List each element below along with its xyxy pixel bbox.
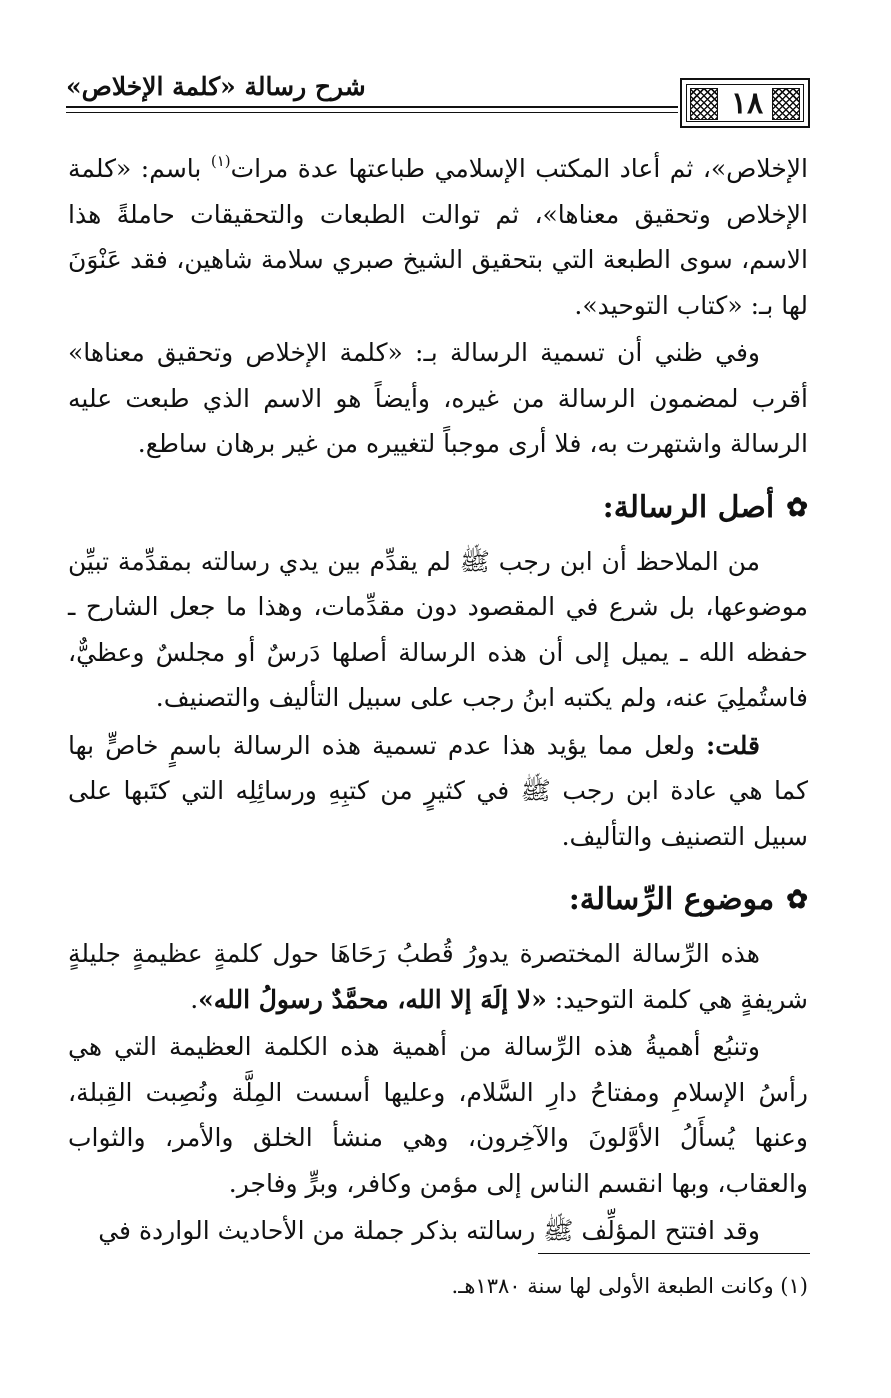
running-title: شرح رسالة «كلمة الإخلاص» <box>66 72 366 101</box>
paragraph-5-text: هذه الرِّسالة المختصرة يدورُ قُطبُ رَحَاهَا حول كلمةٍ عظيمةٍ جليلةٍ شريفةٍ هي كلمة التوحيد: <box>68 939 808 1014</box>
main-text <box>68 146 808 1254</box>
paragraph-2: وفي ظني أن تسمية الرسالة بـ: «كلمة الإخلاص وتحقيق معناها» أقرب لمضمون الرسالة من غيره، وأيضاً هو الاسم الذي طبعت عليه الرسالة واشتهرت به، فلا أرى موجباً لتغييره من غير برهان ساطع. <box>68 338 808 458</box>
paragraph-5 <box>68 931 808 1022</box>
paragraph-3: من الملاحظ أن ابن رجب ﷺ لم يقدِّم بين يدي رسالته بمقدِّمة تبيِّن موضوعها، بل شرع في المقصود دون مقدِّمات، وهذا ما جعل الشارح ـ حفظه الله ـ يميل إلى أن هذه الرسالة أصلها دَرسٌ أو مجلسٌ وعظيٌّ، فاستُملِيَ عنه، ولم يكتبه ابنُ رجب على سبيل التأليف والتصنيف. <box>68 546 808 712</box>
ornament-icon <box>772 88 800 120</box>
flower-bullet-icon: ✿ <box>786 885 808 915</box>
tawhid-phrase: «لا إلَهَ إلا الله، محمَّدٌ رسولُ الله» <box>198 984 547 1014</box>
section-heading-origin-text: أصل الرسالة: <box>602 489 775 525</box>
paragraph-7: وقد افتتح المؤلِّف ﷺ رسالته بذكر جملة من الأحاديث الواردة في <box>98 1216 760 1245</box>
header-rule <box>66 106 678 108</box>
page-number: ١٨ <box>730 86 764 121</box>
paragraph-6: وتنبُع أهميةُ هذه الرِّسالة من أهمية هذه الكلمة العظيمة التي هي رأسُ الإسلامِ ومفتاحُ دارِ السَّلام، وعليها أسست المِلَّة ونُصِبت القِبلة، وعنها يُسأَلُ الأوَّلونَ والآخِرون، وهي منشأ الخلق والأمر، والثواب والعقاب، وبها انقسم الناس إلى مؤمن وكافر، وبرٍّ وفاجر. <box>68 1032 808 1198</box>
running-header <box>66 70 810 130</box>
footnote-rule <box>538 1253 810 1254</box>
footnote: (١) وكانت الطبعة الأولى لها سنة ١٣٨٠هـ. <box>451 1274 808 1298</box>
flower-bullet-icon: ✿ <box>786 492 808 523</box>
paragraph-4-text: ولعل مما يؤيد هذا عدم تسمية هذه الرسالة باسمٍ خاصٍّ بها كما هي عادة ابن رجب ﷺ في كثيرٍ من كتبِهِ ورسائِلِه التي كتَبها على سبيل التصنيف والتأليف. <box>68 730 808 851</box>
footnote-marker: (١) <box>210 152 231 170</box>
section-heading-topic <box>68 873 808 927</box>
section-heading-origin <box>68 481 808 535</box>
paragraph-4 <box>68 723 808 860</box>
paragraph-1 <box>68 146 808 328</box>
ornament-icon <box>690 88 718 120</box>
paragraph-5-end: . <box>190 984 199 1014</box>
paragraph-4-lead: قلت: <box>705 730 760 760</box>
page-number-badge <box>680 78 810 128</box>
section-heading-topic-text: موضوع الرِّسالة: <box>568 882 775 917</box>
paragraph-1-continuation: باسم: «كلمة الإخلاص وتحقيق معناها»، ثم توالت الطبعات والتحقيقات حاملةً هذا الاسم، سوى الطبعة التي بتحقيق الشيخ صبري سلامة شاهين، فقد عَنْوَنَ لها بـ: «كتاب التوحيد». <box>68 154 808 320</box>
paragraph-1-text: الإخلاص»، ثم أعاد المكتب الإسلامي طباعتها عدة مرات <box>230 154 808 183</box>
header-rule-thin <box>66 112 678 113</box>
